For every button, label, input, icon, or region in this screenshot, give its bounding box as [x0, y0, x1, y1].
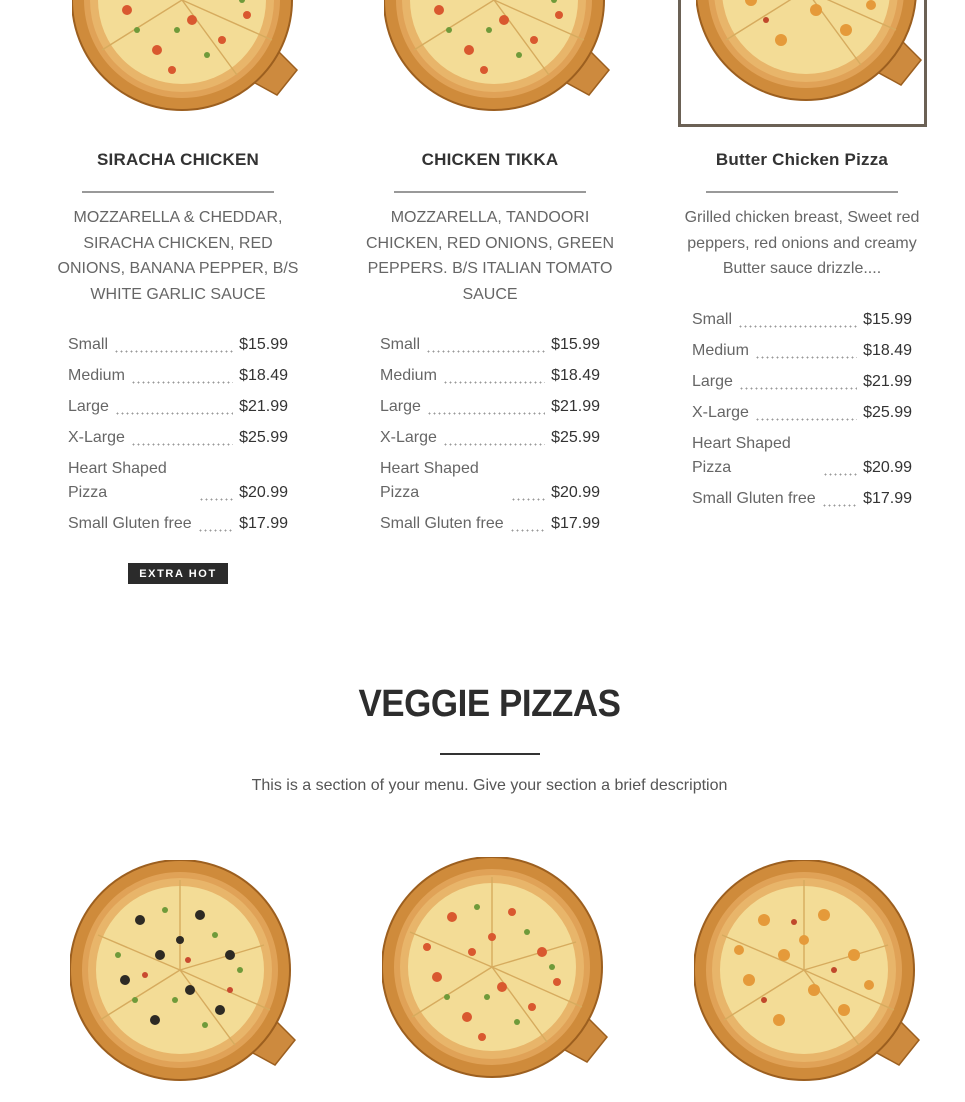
price-row: [68, 329, 288, 360]
title-divider: [82, 191, 274, 193]
section-description: This is a section of your menu. Give your section a brief description: [251, 777, 728, 794]
price-row: [380, 508, 600, 539]
dot-leader: [443, 381, 545, 384]
price-row: [68, 391, 288, 422]
dot-leader: [114, 350, 233, 353]
price-value: $15.99: [239, 336, 288, 353]
price-row: [692, 483, 912, 514]
price-value: $17.99: [239, 515, 288, 532]
item-description: MOZZARELLA & CHEDDAR, SIRACHA CHICKEN, RED ONIONS, BANANA PEPPER, B/S WHITE GARLIC SAUCE: [57, 209, 299, 304]
extra-hot-badge: EXTRA HOT: [128, 563, 228, 584]
pizza-photo: [72, 0, 302, 120]
price-row: [692, 366, 912, 397]
item-title: CHICKEN TIKKA: [421, 150, 559, 169]
price-value: $20.99: [863, 459, 912, 476]
title-divider: [394, 191, 586, 193]
price-value: $25.99: [551, 429, 600, 446]
price-row: [380, 453, 600, 508]
dot-leader: [738, 325, 857, 328]
price-row: [380, 329, 600, 360]
veggie-pizza-photo[interactable]: [382, 857, 612, 1087]
price-value: $18.49: [239, 367, 288, 384]
section-divider: [440, 753, 540, 755]
item-title: SIRACHA CHICKEN: [97, 150, 259, 169]
section-title: VEGGIE PIZZAS: [358, 683, 621, 725]
price-value: $21.99: [551, 398, 600, 415]
size-label: Medium: [692, 342, 749, 359]
size-label: Small Gluten free: [692, 490, 816, 507]
price-value: $20.99: [239, 484, 288, 501]
size-label: X-Large: [380, 429, 437, 446]
dot-leader: [198, 529, 233, 532]
size-label: Medium: [68, 367, 125, 384]
dot-leader: [426, 350, 545, 353]
size-label: Small: [68, 336, 109, 353]
dot-leader: [739, 387, 857, 390]
size-label: Heart Shaped Pizza: [68, 460, 167, 501]
price-row: [68, 453, 288, 508]
dot-leader: [443, 443, 545, 446]
price-value: $15.99: [551, 336, 600, 353]
price-list: [380, 329, 600, 539]
dot-leader: [115, 412, 233, 415]
dot-leader: [131, 381, 233, 384]
price-row: [380, 422, 600, 453]
dot-leader: [823, 473, 857, 476]
pizza-photo[interactable]: [696, 0, 926, 110]
price-row: [692, 397, 912, 428]
size-label: Medium: [380, 367, 437, 384]
price-row: [692, 428, 912, 483]
size-label: Small Gluten free: [380, 515, 504, 532]
item-description: Grilled chicken breast, Sweet red peppers, red onions and creamy Butter sauce drizzle....: [684, 209, 920, 278]
price-value: $18.49: [863, 342, 912, 359]
price-value: $25.99: [863, 404, 912, 421]
size-label: Small: [380, 336, 421, 353]
price-value: $21.99: [239, 398, 288, 415]
price-value: $25.99: [239, 429, 288, 446]
price-row: [68, 508, 288, 539]
title-divider: [706, 191, 898, 193]
price-value: $20.99: [551, 484, 600, 501]
veggie-pizza-photo[interactable]: [694, 860, 924, 1090]
price-row: [380, 391, 600, 422]
price-value: $18.49: [551, 367, 600, 384]
size-label: Large: [380, 398, 421, 415]
item-description: MOZZARELLA, TANDOORI CHICKEN, RED ONIONS, GREEN PEPPERS. B/S ITALIAN TOMATO SAUCE: [365, 209, 615, 304]
price-list: [68, 329, 288, 539]
price-row: [380, 360, 600, 391]
dot-leader: [510, 529, 545, 532]
price-value: $17.99: [863, 490, 912, 507]
size-label: Small: [692, 311, 733, 328]
dot-leader: [427, 412, 545, 415]
veggie-pizza-photo[interactable]: [70, 860, 300, 1090]
item-title: Butter Chicken Pizza: [715, 150, 889, 169]
size-label: Heart Shaped Pizza: [380, 460, 479, 501]
price-value: $21.99: [863, 373, 912, 390]
pizza-photo: [384, 0, 614, 120]
dot-leader: [755, 356, 857, 359]
size-label: X-Large: [68, 429, 125, 446]
size-label: Small Gluten free: [68, 515, 192, 532]
dot-leader: [822, 504, 857, 507]
dot-leader: [131, 443, 233, 446]
price-row: [692, 304, 912, 335]
price-value: $17.99: [551, 515, 600, 532]
price-row: [68, 360, 288, 391]
price-row: [68, 422, 288, 453]
dot-leader: [755, 418, 857, 421]
price-value: $15.99: [863, 311, 912, 328]
price-row: [692, 335, 912, 366]
dot-leader: [199, 498, 233, 501]
size-label: Large: [692, 373, 733, 390]
size-label: X-Large: [692, 404, 749, 421]
size-label: Heart Shaped Pizza: [692, 435, 791, 476]
size-label: Large: [68, 398, 109, 415]
dot-leader: [511, 498, 545, 501]
price-list: [692, 304, 912, 514]
